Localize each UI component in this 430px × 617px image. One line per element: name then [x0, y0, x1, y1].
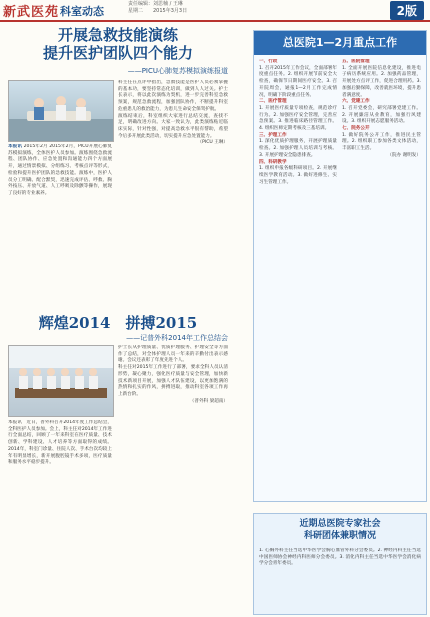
- article2-body-c: 科主任对2015年工作进行了部署，要求全科人员认清形势，凝心聚力，强化医疗质量与安全管理，加快新技术新项目开展，加强人才队伍建设，以更加饱满的热情和扎实的作风，拼搏进取，推动科室各项工作再上新台阶。: [118, 365, 228, 397]
- page-header: [0, 0, 430, 22]
- article1-body-b: 科主任在点评中指出，急救技能是医护人员必须掌握的基本功，要坚持常态化培训，做到人人过关。护士长表示，将以此次演练为契机，进一步完善科室急救预案，规范急救流程，加强团队协作，不断提升科室危重患儿的救治能力，为患儿生命安全保驾护航。: [118, 80, 228, 112]
- page-number: 2版: [390, 1, 424, 20]
- section-research-text: 1. 组织申报各级科研项目。2. 开展继续医学教育活动。3. 做好进修生、实习生管理工作。: [259, 166, 337, 185]
- editor-line: 责任编辑：刘思楠 / 王琳: [128, 1, 183, 7]
- article2-body-b: 护士长从护理质量、优质护理服务、护理安全等方面作了总结，对全体护理人员一年来的辛勤付出表示感谢。会议还表彰了年度先进个人。: [118, 345, 228, 364]
- work-focus-panel: [253, 30, 427, 502]
- section-name: 科室动态: [60, 5, 104, 18]
- masthead: 新武医苑: [3, 5, 60, 20]
- header-meta: [128, 1, 187, 15]
- experts-body: 1. 心胸外科主任当选中华医学会胸心血管外科分会委员。2. 神经内科主任当选中国医师协会神经内科医师分会委员。3. 消化内科主任当选中华医学会消化病学分会青年委员。: [259, 548, 421, 567]
- article2-title: 辉煌2014 拼搏2015: [38, 314, 198, 332]
- section-medical-heading: 二、医疗管理: [259, 99, 287, 105]
- section-management-text: 1. 全面开展医院信息化建设，推进电子病历系统应用。2. 加强药品管理，开展处方点评工作，促进合理用药。3. 加强后勤保障，改善就医环境，提升患者满意度。: [342, 65, 421, 98]
- article2-column1: [8, 420, 112, 610]
- experts-box: [253, 513, 427, 615]
- experts-title-line1: 近期总医院专家社会: [299, 519, 381, 529]
- section-nursing-text: 1. 深化优质护理服务，开展护理质量检查。2. 加强护理人员培训与考核。3. 开展护理安全隐患排查。: [259, 139, 337, 158]
- section-party-heading: 六、党建工作: [342, 99, 370, 105]
- article1-body-c: 演练结束后，科室组织大家进行总结交流，查找不足，明确改进方向。大家一致认为，此类演练贴近临床实际，针对性强，对提高急救水平很有帮助，希望今后多开展此类活动，切实提升应急处置能力。: [118, 113, 228, 139]
- section-admin-heading: 一、行政: [259, 59, 278, 64]
- article1-body-a: 2015年2月，PICU开展心肺复苏模拟演练，全体医护人员参加。演练围绕急救流程、团队协作、应急处置和沟通能力四个方面展开，通过情景模拟、分组练习、考核点评等形式，检验和提升医护团队的急救技能。演练中，医护人员分工明确、配合默契，迅速完成评估、呼救、胸外按压、开放气道、人工呼吸及除颤等操作，展现了良好的专业素养。: [8, 144, 112, 196]
- article1-title-line2: 提升医护团队四个能力: [42, 44, 193, 62]
- section-nursing-heading: 三、护理工作: [259, 132, 287, 138]
- article2-subtitle: ——记普外科2014年工作总结会: [126, 334, 228, 342]
- work-focus-signature: （院办 谢明发）: [387, 152, 421, 158]
- section-admin-text: 1. 召开2015年工作会议，全面部署年度重点任务。2. 组织开展节前安全大检查，确保节日期间医疗安全。3. 召开院周会，通报1—2月工作完成情况，明确下阶段重点任务。: [259, 65, 337, 98]
- section-disclosure-text: 1. 做好院务公开工作，推进民主管理。2. 组织职工参加各类文体活动，丰富职工生活。: [342, 132, 421, 152]
- meeting-photo: [9, 346, 113, 416]
- article1-column1: [8, 144, 112, 310]
- article2-column2: [118, 345, 228, 610]
- experts-title: [254, 518, 426, 542]
- cpr-drill-photo: [9, 81, 113, 141]
- article1-title: [8, 26, 228, 62]
- article1-subtitle: ——PICU心肺复苏模拟演练报道: [127, 67, 228, 75]
- work-focus-column1: [259, 59, 337, 497]
- article2-signature: （普外科 梁超南）: [189, 398, 228, 404]
- section-medical-text: 1. 开展医疗质量专项检查，规范诊疗行为。2. 加强医疗安全管理，完善应急预案。3. 推进临床路径管理工作。4. 组织医师定期考核及三基培训。: [259, 105, 337, 132]
- work-focus-column2: [342, 59, 421, 497]
- section-research-heading: 四、科研教学: [259, 159, 287, 165]
- experts-title-line2: 科研团体兼职情况: [303, 531, 376, 541]
- section-disclosure-heading: 七、院务公开: [342, 126, 370, 132]
- section-party-text: 1. 召开党委会，研究部署党建工作。2. 开展廉洁从业教育，加强行风建设。3. 组织开展志愿服务活动。: [342, 105, 421, 125]
- article1-title-line1: 开展急救技能演练: [57, 26, 178, 44]
- article1-byline: 本报讯: [8, 144, 23, 149]
- issue-date: 星期二 2015年3月3日: [128, 8, 188, 14]
- article2-body-a: 本报讯 近日，普外科召开2014年度工作总结会，全科医护人员参加。会上，科主任对2014年工作进行全面总结，回顾了一年来科室在医疗质量、技术创新、学科建设、人才培养等方面取得的成绩。2014年，科室门诊量、住院人次、手术台次均较上年有明显增长，新开展腹腔镜手术多项，医疗质量和服务水平稳步提升。: [8, 420, 112, 466]
- article1-signature: （PICU 王琳）: [197, 140, 228, 146]
- article1-date: 2015年2月: [23, 144, 48, 149]
- article2-photo: [8, 345, 114, 417]
- article1-column2: [118, 80, 228, 304]
- work-focus-title: 总医院1—2月重点工作: [254, 31, 426, 55]
- article1-photo: [8, 80, 114, 142]
- section-management-heading: 五、医院管理: [342, 59, 370, 64]
